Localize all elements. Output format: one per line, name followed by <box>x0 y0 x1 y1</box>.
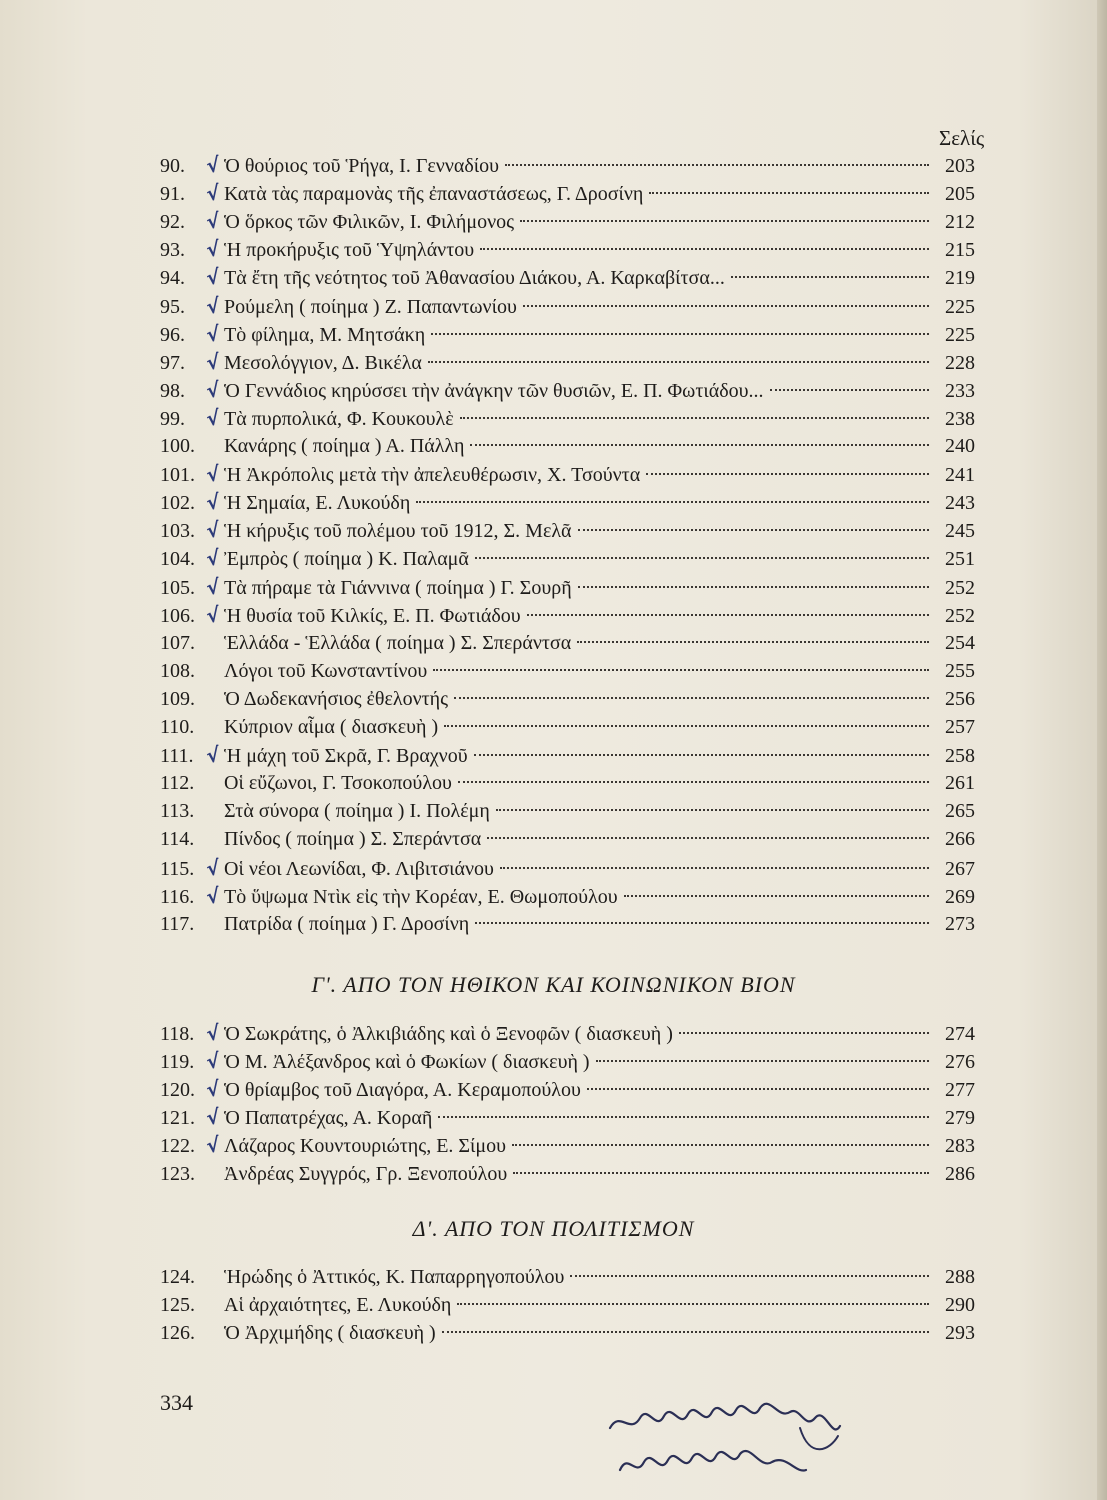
handwritten-check-mark: √ <box>204 573 222 600</box>
handwritten-check-mark: √ <box>204 601 222 628</box>
toc-entry <box>160 376 975 404</box>
handwritten-check-mark: √ <box>204 1048 222 1074</box>
handwritten-check-mark: √ <box>204 152 222 178</box>
handwritten-check-mark: √ <box>204 1020 222 1046</box>
handwritten-check-mark: √ <box>204 405 222 431</box>
dot-leader <box>527 614 929 616</box>
entry-title: Τὸ ὕψωμα Ντὶκ εἰς τὴν Κορέαν, Ε. Θωμοπούλου <box>224 885 618 908</box>
handwritten-check-mark <box>202 675 224 678</box>
entry-title: Ἡρώδης ὁ Ἀττικός, Κ. Παπαρρηγοπούλου <box>224 1266 565 1288</box>
entry-number: 123. <box>160 1162 195 1185</box>
entry-number: 91. <box>160 183 185 206</box>
dot-leader <box>523 305 929 307</box>
entry-title: Τὰ πυρπολικά, Φ. Κουκουλὲ <box>224 407 454 430</box>
entry-page-number: 273 <box>945 912 975 935</box>
dot-leader <box>513 1172 929 1174</box>
entry-page-number: 266 <box>945 828 975 851</box>
entry-number: 112. <box>160 772 195 795</box>
entry-title: Ὁ Δωδεκανήσιος ἐθελοντής <box>224 687 449 710</box>
handwritten-check-mark: √ <box>204 1132 222 1159</box>
toc-entry <box>160 404 975 432</box>
dot-leader <box>475 557 929 559</box>
entry-number: 118. <box>160 1023 195 1045</box>
dot-leader <box>577 641 929 643</box>
entry-number: 124. <box>160 1266 195 1288</box>
entry-page-number: 267 <box>945 857 975 880</box>
entry-title: Ὁ Ἀρχιμήδης ( διασκευὴ ) <box>224 1322 436 1345</box>
handwritten-check-mark: √ <box>204 264 222 291</box>
dot-leader <box>587 1088 929 1090</box>
dot-leader <box>442 1331 929 1333</box>
entry-title: Ἀνδρέας Συγγρός, Γρ. Ξενοπούλου <box>224 1162 508 1185</box>
entry-number: 92. <box>160 211 185 234</box>
dot-leader <box>470 444 929 446</box>
page-column-label: Σελίς <box>939 126 985 150</box>
handwritten-check-mark <box>202 731 224 734</box>
entry-number: 122. <box>160 1135 195 1158</box>
entry-page-number: 240 <box>945 435 975 457</box>
entry-number: 96. <box>160 323 185 346</box>
entry-page-number: 251 <box>945 548 975 571</box>
dot-leader <box>475 922 929 924</box>
toc-entry <box>160 741 975 769</box>
page-edge <box>1097 0 1107 1500</box>
toc-entry <box>160 1019 975 1047</box>
entry-title: Κανάρης ( ποίημα ) Α. Πάλλη <box>224 435 465 457</box>
entry-title: Ἡ προκήρυξις τοῦ Ὑψηλάντου <box>224 239 475 262</box>
entry-page-number: 228 <box>945 351 975 374</box>
handwritten-check-mark: √ <box>204 320 222 347</box>
entry-title: Ὁ Γεννάδιος κηρύσσει τὴν ἀνάγκην τῶν θυσιῶν, Ε. Π. Φωτιάδου... <box>224 379 764 402</box>
entry-page-number: 252 <box>945 604 975 627</box>
dot-leader <box>500 867 929 869</box>
toc-entry <box>160 263 975 291</box>
entry-page-number: 215 <box>945 239 975 262</box>
dot-leader <box>578 586 929 588</box>
entry-title: Τὰ ἔτη τῆς νεότητος τοῦ Ἀθανασίου Διάκου, Α. Καρκαβίτσα... <box>224 267 725 290</box>
entry-title: Κύπριον αἷμα ( διασκευὴ ) <box>224 716 439 738</box>
entry-title: Αἱ ἀρχαιότητες, Ε. Λυκούδη <box>224 1294 452 1317</box>
page-number: 334 <box>160 1390 193 1415</box>
dot-leader <box>487 837 929 839</box>
entry-page-number: 288 <box>945 1266 975 1288</box>
entry-page-number: 255 <box>945 659 975 682</box>
handwritten-check-mark: √ <box>204 489 222 515</box>
entry-number: 108. <box>160 659 195 682</box>
entry-page-number: 256 <box>945 687 975 710</box>
entry-number: 104. <box>160 548 195 571</box>
handwritten-check-mark: √ <box>204 854 222 881</box>
dot-leader <box>520 220 929 222</box>
toc-entry <box>160 1319 975 1347</box>
entry-title: Μεσολόγγιον, Δ. Βικέλα <box>224 351 422 374</box>
handwritten-check-mark: √ <box>204 742 222 768</box>
toc-entry <box>160 685 975 713</box>
entry-page-number: 205 <box>945 183 975 206</box>
entry-number: 93. <box>160 239 185 262</box>
toc-entry <box>160 1263 975 1291</box>
dot-leader <box>431 333 929 335</box>
entry-number: 103. <box>160 520 195 543</box>
entry-title: Τὰ πήραμε τὰ Γιάννινα ( ποίημα ) Γ. Σουρῆ <box>224 576 572 599</box>
entry-number: 125. <box>160 1294 195 1317</box>
dot-leader <box>458 781 929 783</box>
entry-page-number: 252 <box>945 576 975 599</box>
section-title-g: Γ'. ΑΠΟ ΤΟΝ ΗΘΙΚΟΝ ΚΑΙ ΚΟΙΝΩΝΙΚΟΝ ΒΙΟΝ <box>311 972 796 997</box>
entry-title: Πίνδος ( ποίημα ) Σ. Σπεράντσα <box>224 828 482 851</box>
handwritten-check-mark: √ <box>204 1104 222 1131</box>
dot-leader <box>496 809 929 811</box>
entry-page-number: 276 <box>945 1051 975 1074</box>
entry-number: 100. <box>160 435 195 457</box>
entry-number: 110. <box>160 716 195 738</box>
handwritten-signature <box>600 1370 860 1490</box>
dot-leader <box>454 697 929 699</box>
entry-page-number: 286 <box>945 1162 975 1185</box>
entry-page-number: 245 <box>945 520 975 543</box>
dot-leader <box>505 164 929 166</box>
entry-title: Ρούμελη ( ποίημα ) Ζ. Παπαντωνίου <box>224 295 517 318</box>
entry-number: 106. <box>160 604 195 627</box>
dot-leader <box>480 248 929 250</box>
handwritten-check-mark <box>202 788 224 791</box>
toc-entry <box>160 179 975 207</box>
toc-entry <box>160 1291 975 1319</box>
handwritten-check-mark <box>202 1310 224 1313</box>
entry-title: Ἐμπρὸς ( ποίημα ) Κ. Παλαμᾶ <box>224 548 469 571</box>
toc-entry <box>160 657 975 685</box>
entry-number: 117. <box>160 912 195 935</box>
entry-page-number: 277 <box>945 1079 975 1102</box>
dot-leader <box>438 1116 929 1118</box>
toc-entry <box>160 207 975 235</box>
dot-leader <box>444 725 929 727</box>
entry-page-number: 233 <box>945 379 975 402</box>
entry-title: Ὁ θούριος τοῦ Ῥήγα, Ι. Γενναδίου <box>224 155 500 177</box>
handwritten-check-mark: √ <box>204 545 222 572</box>
handwritten-check-mark <box>202 647 224 650</box>
dot-leader <box>679 1032 929 1034</box>
entry-number: 126. <box>160 1322 195 1345</box>
entry-page-number: 219 <box>945 267 975 290</box>
dot-leader <box>770 389 929 391</box>
handwritten-check-mark: √ <box>204 292 222 319</box>
toc-entry <box>160 629 975 657</box>
entry-title: Λάζαρος Κουντουριώτης, Ε. Σίμου <box>224 1135 507 1158</box>
dot-leader <box>433 669 929 671</box>
toc-entry <box>160 432 975 460</box>
entry-page-number: 238 <box>945 407 975 430</box>
handwritten-check-mark <box>202 1338 224 1341</box>
toc-entry <box>160 713 975 741</box>
entry-title: Τὸ φίλημα, Μ. Μητσάκη <box>224 323 426 346</box>
handwritten-check-mark: √ <box>204 376 222 403</box>
entry-title: Οἱ νέοι Λεωνίδαι, Φ. Λιβιτσιάνου <box>224 857 494 880</box>
handwritten-check-mark <box>202 450 224 453</box>
handwritten-check-mark <box>202 816 224 819</box>
handwritten-check-mark: √ <box>204 1076 222 1102</box>
toc-entry <box>160 910 975 938</box>
entry-title: Πατρίδα ( ποίημα ) Γ. Δροσίνη <box>224 912 470 935</box>
entry-number: 107. <box>160 631 195 654</box>
handwritten-check-mark <box>202 1178 224 1181</box>
handwritten-check-mark <box>202 703 224 706</box>
toc-entry <box>160 825 975 853</box>
toc-entry <box>160 320 975 348</box>
toc-entry <box>160 882 975 910</box>
toc-entry <box>160 292 975 320</box>
dot-leader <box>578 529 929 531</box>
handwritten-check-mark <box>202 844 224 847</box>
entry-page-number: 269 <box>945 885 975 908</box>
entry-number: 114. <box>160 828 195 851</box>
section-title-d: Δ'. ΑΠΟ ΤΟΝ ΠΟΛΙΤΙΣΜΟΝ <box>412 1216 695 1241</box>
entry-title: Ὁ Παπατρέχας, Α. Κοραῆ <box>224 1107 433 1130</box>
entry-page-number: 203 <box>945 155 975 177</box>
dot-leader <box>646 473 929 475</box>
toc-entry <box>160 488 975 516</box>
entry-number: 119. <box>160 1051 195 1074</box>
entry-page-number: 290 <box>945 1294 975 1317</box>
entry-number: 120. <box>160 1079 195 1102</box>
toc-entry <box>160 460 975 488</box>
entry-page-number: 243 <box>945 492 975 515</box>
entry-title: Κατὰ τὰς παραμονὰς τῆς ἐπαναστάσεως, Γ. Δροσίνη <box>224 183 644 206</box>
dot-leader <box>457 1303 929 1305</box>
entry-page-number: 225 <box>945 323 975 346</box>
handwritten-check-mark: √ <box>204 208 222 234</box>
entry-number: 105. <box>160 576 195 599</box>
entry-page-number: 279 <box>945 1107 975 1130</box>
entry-number: 90. <box>160 155 185 177</box>
toc-entry <box>160 769 975 797</box>
toc-entry <box>160 1103 975 1131</box>
entry-number: 101. <box>160 464 195 487</box>
toc-entry <box>160 544 975 572</box>
entry-number: 94. <box>160 267 185 290</box>
handwritten-check-mark: √ <box>204 461 222 487</box>
entry-number: 121. <box>160 1107 195 1130</box>
entry-page-number: 258 <box>945 745 975 768</box>
toc-entry <box>160 348 975 376</box>
dot-leader <box>428 361 929 363</box>
entry-number: 95. <box>160 295 185 318</box>
dot-leader <box>624 895 929 897</box>
entry-page-number: 265 <box>945 800 975 823</box>
entry-number: 109. <box>160 687 195 710</box>
handwritten-check-mark: √ <box>204 882 222 909</box>
entry-number: 116. <box>160 885 195 908</box>
handwritten-check-mark: √ <box>204 348 222 375</box>
handwritten-check-mark: √ <box>204 236 222 263</box>
handwritten-check-mark <box>202 928 224 931</box>
entry-page-number: 293 <box>945 1322 975 1345</box>
dot-leader <box>596 1060 929 1062</box>
entry-page-number: 257 <box>945 716 975 738</box>
entry-page-number: 254 <box>945 631 975 654</box>
entry-number: 98. <box>160 379 185 402</box>
toc-entry <box>160 797 975 825</box>
dot-leader <box>512 1144 929 1146</box>
entry-page-number: 241 <box>945 464 975 487</box>
toc-entry <box>160 1047 975 1075</box>
entry-title: Ἡ Ἀκρόπολις μετὰ τὴν ἀπελευθέρωσιν, Χ. Τσούντα <box>224 464 641 487</box>
entry-page-number: 274 <box>945 1023 975 1045</box>
entry-title: Ὁ θρίαμβος τοῦ Διαγόρα, Α. Κεραμοπούλου <box>224 1079 581 1102</box>
toc-entry <box>160 1075 975 1103</box>
entry-title: Στὰ σύνορα ( ποίημα ) Ι. Πολέμη <box>224 800 490 823</box>
entry-title: Ὁ Σωκράτης, ὁ Ἀλκιβιάδης καὶ ὁ Ξενοφῶν ( διασκευὴ ) <box>224 1023 673 1045</box>
toc-entry <box>160 151 975 179</box>
toc-entry <box>160 516 975 544</box>
handwritten-check-mark <box>202 1281 224 1284</box>
entry-page-number: 283 <box>945 1135 975 1158</box>
handwritten-check-mark: √ <box>204 517 222 544</box>
toc-entry <box>160 854 975 882</box>
entry-title: Ὁ ὅρκος τῶν Φιλικῶν, Ι. Φιλήμονος <box>224 211 515 234</box>
toc-entry <box>160 573 975 601</box>
toc-entry <box>160 1131 975 1159</box>
entry-title: Ἡ μάχη τοῦ Σκρᾶ, Γ. Βραχνοῦ <box>224 745 468 768</box>
entry-title: Ὁ Μ. Ἀλέξανδρος καὶ ὁ Φωκίων ( διασκευὴ ) <box>224 1051 590 1074</box>
entry-number: 113. <box>160 800 195 823</box>
dot-leader <box>460 417 929 419</box>
entry-page-number: 225 <box>945 295 975 318</box>
entry-title: Ἡ κήρυξις τοῦ πολέμου τοῦ 1912, Σ. Μελᾶ <box>224 520 572 543</box>
entry-page-number: 212 <box>945 211 975 234</box>
handwritten-check-mark: √ <box>204 180 222 206</box>
entry-page-number: 261 <box>945 772 975 795</box>
entry-title: Λόγοι τοῦ Κωνσταντίνου <box>224 659 428 682</box>
entry-title: Ἡ θυσία τοῦ Κιλκίς, Ε. Π. Φωτιάδου <box>224 604 521 627</box>
dot-leader <box>570 1275 929 1277</box>
dot-leader <box>474 754 929 756</box>
entry-title: Οἱ εὔζωνοι, Γ. Τσοκοπούλου <box>224 772 452 795</box>
entry-number: 99. <box>160 407 185 430</box>
toc-entry <box>160 601 975 629</box>
dot-leader <box>416 501 929 503</box>
entry-number: 111. <box>160 745 194 768</box>
entry-title: Ἡ Σημαία, Ε. Λυκούδη <box>224 492 411 515</box>
dot-leader <box>649 192 929 194</box>
toc-entry <box>160 235 975 263</box>
toc-entry <box>160 1160 975 1188</box>
entry-number: 115. <box>160 857 195 880</box>
entry-number: 102. <box>160 492 195 515</box>
dot-leader <box>731 276 929 278</box>
entry-title: Ἑλλάδα - Ἑλλάδα ( ποίημα ) Σ. Σπεράντσα <box>224 631 572 654</box>
entry-number: 97. <box>160 351 185 374</box>
